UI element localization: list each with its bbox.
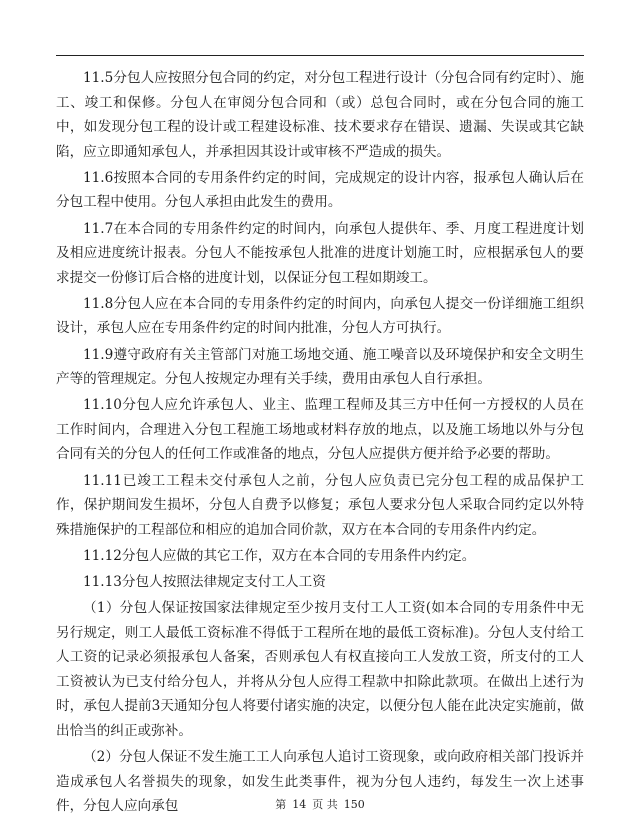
paragraph-11-12: 11.12分包人应做的其它工作，双方在本合同的专用条件内约定。 bbox=[83, 547, 476, 564]
paragraph-11-13-item-1: （1）分包人保证按国家法律规定至少按月支付工人工资(如本合同的专用条件中无另行规定，则工人最低工资标准不得低于工程所在地的最低工资标准)。分包人支付给工人工资的记录必须报承包人备案，否则承包人有权直接向工人发放工资，所支付的工人工资被认为已支付给分包人，并将从分包人应得工程款中扣除此款项。在做出上述行为时，承包人提前3天通知分包人将要付诸实施的决定，以便分包人能在此决定实施前，做出恰当的纠正或弥补。 bbox=[56, 599, 584, 739]
header-rule bbox=[56, 55, 584, 56]
paragraph-11-9: 11.9遵守政府有关主管部门对施工场地交通、施工噪音以及环境保护和安全文明生产等的管理规定。分包人按规定办理有关手续，费用由承包人自行承担。 bbox=[56, 346, 584, 388]
paragraph-11-13-item-2: （2）分包人保证不发生施工工人向承包人追讨工资现象，或向政府相关部门投诉并造成承包人名誉损失的现象，如发生此类事件，视为分包人违约，每发生一次上述事件，分包人应向承包 bbox=[56, 749, 584, 815]
paragraph-11-8: 11.8分包人应在本合同的专用条件约定的时间内，向承包人提交一份详细施工组织设计，承包人应在专用条件约定的时间内批准，分包人方可执行。 bbox=[56, 295, 584, 337]
footer-middle: 页 共 bbox=[312, 798, 338, 811]
paragraph-11-7: 11.7在本合同的专用条件约定的时间内，向承包人提供年、季、月度工程进度计划及相应进度统计报表。分包人不能按承包人批准的进度计划施工时，应根据承包人的要求提交一份修订后合格的进度计划，以保证分包工程如期竣工。 bbox=[56, 220, 584, 286]
paragraph-11-13: 11.13分包人按照法律规定支付工人工资 bbox=[83, 573, 326, 590]
page-footer bbox=[0, 796, 640, 812]
page-number: 14 bbox=[292, 798, 307, 811]
paragraph-11-5: 11.5分包人应按照分包合同的约定，对分包工程进行设计（分包合同有约定时）、施工、竣工和保修。分包人在审阅分包合同和（或）总包合同时，或在分包合同的施工中，如发现分包工程的设计或工程建设标准、技术要求存在错误、遗漏、失误或其它缺陷，应立即通知承包人，并承担因其设计或审核不严造成的损失。 bbox=[56, 70, 584, 160]
page-total: 150 bbox=[343, 798, 365, 811]
paragraph-11-6: 11.6按照本合同的专用条件约定的时间，完成规定的设计内容，报承包人确认后在分包工程中使用。分包人承担由此发生的费用。 bbox=[56, 169, 584, 211]
footer-prefix: 第 bbox=[275, 798, 287, 811]
paragraph-11-11: 11.11已竣工工程未交付承包人之前，分包人应负责已完分包工程的成品保护工作，保护期间发生损坏，分包人自费予以修复；承包人要求分包人采取合同约定以外特殊措施保护的工程部位和相应的追加合同价款，双方在本合同的专用条件内约定。 bbox=[56, 472, 584, 538]
body-text bbox=[56, 66, 584, 820]
paragraph-11-10: 11.10分包人应允许承包人、业主、监理工程师及其三方中任何一方授权的人员在工作时间内，合理进入分包工程施工场地或材料存放的地点，以及施工场地以外与分包合同有关的分包人的任何工作或准备的地点，分包人应提供方便并给予必要的帮助。 bbox=[56, 397, 584, 463]
